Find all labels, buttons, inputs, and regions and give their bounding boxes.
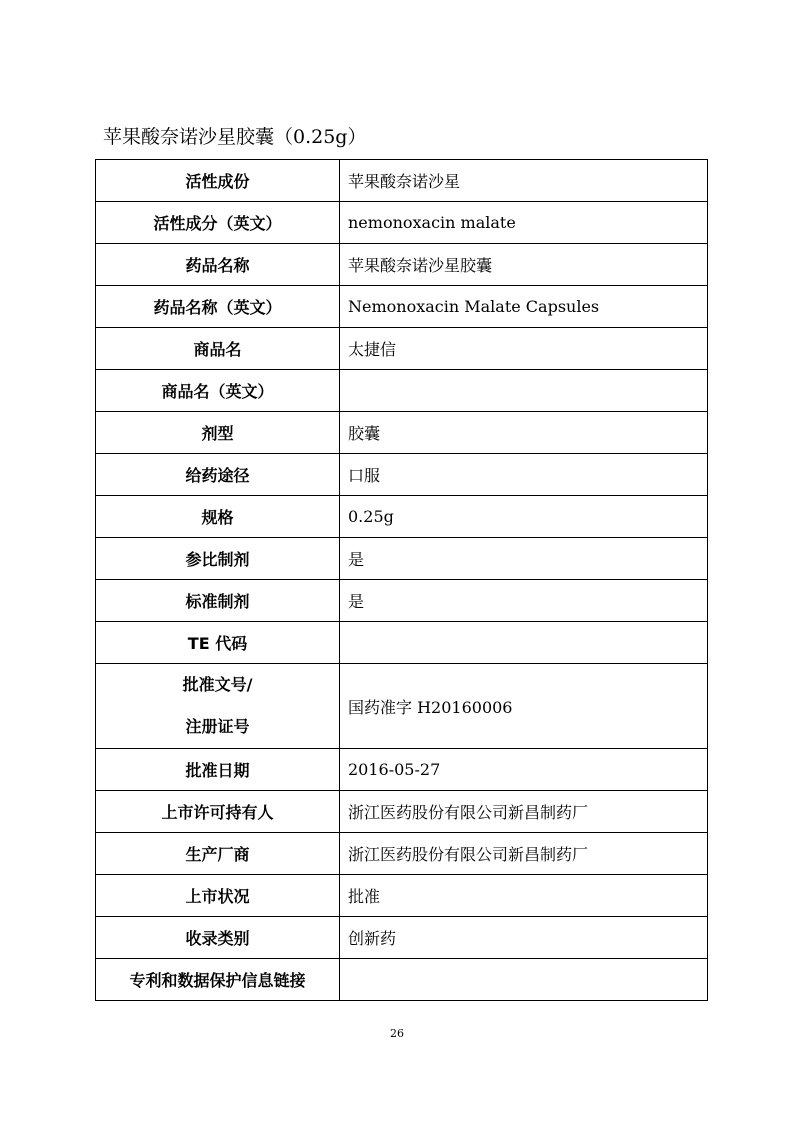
row-value: 浙江医药股份有限公司新昌制药厂 — [340, 833, 708, 875]
table-row-standard-preparation — [96, 580, 708, 622]
table-row-approval-date — [96, 749, 708, 791]
row-label: 批准日期 — [96, 749, 340, 791]
row-value: 创新药 — [340, 917, 708, 959]
table-row-category — [96, 917, 708, 959]
row-label: 上市状况 — [96, 875, 340, 917]
row-value: 2016-05-27 — [340, 749, 708, 791]
table-row-approval-number — [96, 664, 708, 749]
row-label: 生产厂商 — [96, 833, 340, 875]
table-row-drug-name-en — [96, 286, 708, 328]
table-row-trade-name-en — [96, 370, 708, 412]
row-label: 活性成分（英文） — [96, 202, 340, 244]
table-row-route — [96, 454, 708, 496]
table-row-patent-link — [96, 959, 708, 1001]
table-row-active-ingredient — [96, 160, 708, 202]
row-label: 商品名 — [96, 328, 340, 370]
page-number: 26 — [390, 1027, 404, 1040]
row-label: 药品名称（英文） — [96, 286, 340, 328]
row-value: 苹果酸奈诺沙星胶囊 — [340, 244, 708, 286]
drug-info-table — [95, 159, 708, 1001]
row-value: 是 — [340, 538, 708, 580]
row-value: 浙江医药股份有限公司新昌制药厂 — [340, 791, 708, 833]
row-label: 给药途径 — [96, 454, 340, 496]
table-row-trade-name — [96, 328, 708, 370]
row-value: 0.25g — [340, 496, 708, 538]
row-label: 剂型 — [96, 412, 340, 454]
row-value — [340, 959, 708, 1001]
row-value: Nemonoxacin Malate Capsules — [340, 286, 708, 328]
row-value: 是 — [340, 580, 708, 622]
row-value: 苹果酸奈诺沙星 — [340, 160, 708, 202]
row-label: 专利和数据保护信息链接 — [96, 959, 340, 1001]
row-value — [340, 622, 708, 664]
row-label — [96, 664, 340, 749]
row-label: TE 代码 — [96, 622, 340, 664]
row-label-line: 批准文号/ — [182, 675, 253, 694]
table-row-drug-name — [96, 244, 708, 286]
row-label: 参比制剂 — [96, 538, 340, 580]
row-value — [340, 370, 708, 412]
row-label: 药品名称 — [96, 244, 340, 286]
row-value: 太捷信 — [340, 328, 708, 370]
table-row-mah — [96, 791, 708, 833]
table-row-active-ingredient-en — [96, 202, 708, 244]
row-label: 商品名（英文） — [96, 370, 340, 412]
table-row-market-status — [96, 875, 708, 917]
row-label: 规格 — [96, 496, 340, 538]
row-label: 收录类别 — [96, 917, 340, 959]
row-label-line: 注册证号 — [185, 717, 250, 736]
table-row-reference-preparation — [96, 538, 708, 580]
table-row-dosage-form — [96, 412, 708, 454]
row-value: 口服 — [340, 454, 708, 496]
row-label: 标准制剂 — [96, 580, 340, 622]
row-value: 批准 — [340, 875, 708, 917]
document-title: 苹果酸奈诺沙星胶囊（0.25g） — [103, 126, 367, 148]
row-value: 国药准字 H20160006 — [340, 664, 708, 749]
table-row-te-code — [96, 622, 708, 664]
row-value: nemonoxacin malate — [340, 202, 708, 244]
row-label: 上市许可持有人 — [96, 791, 340, 833]
table-row-strength — [96, 496, 708, 538]
row-value: 胶囊 — [340, 412, 708, 454]
table-row-manufacturer — [96, 833, 708, 875]
row-label: 活性成份 — [96, 160, 340, 202]
